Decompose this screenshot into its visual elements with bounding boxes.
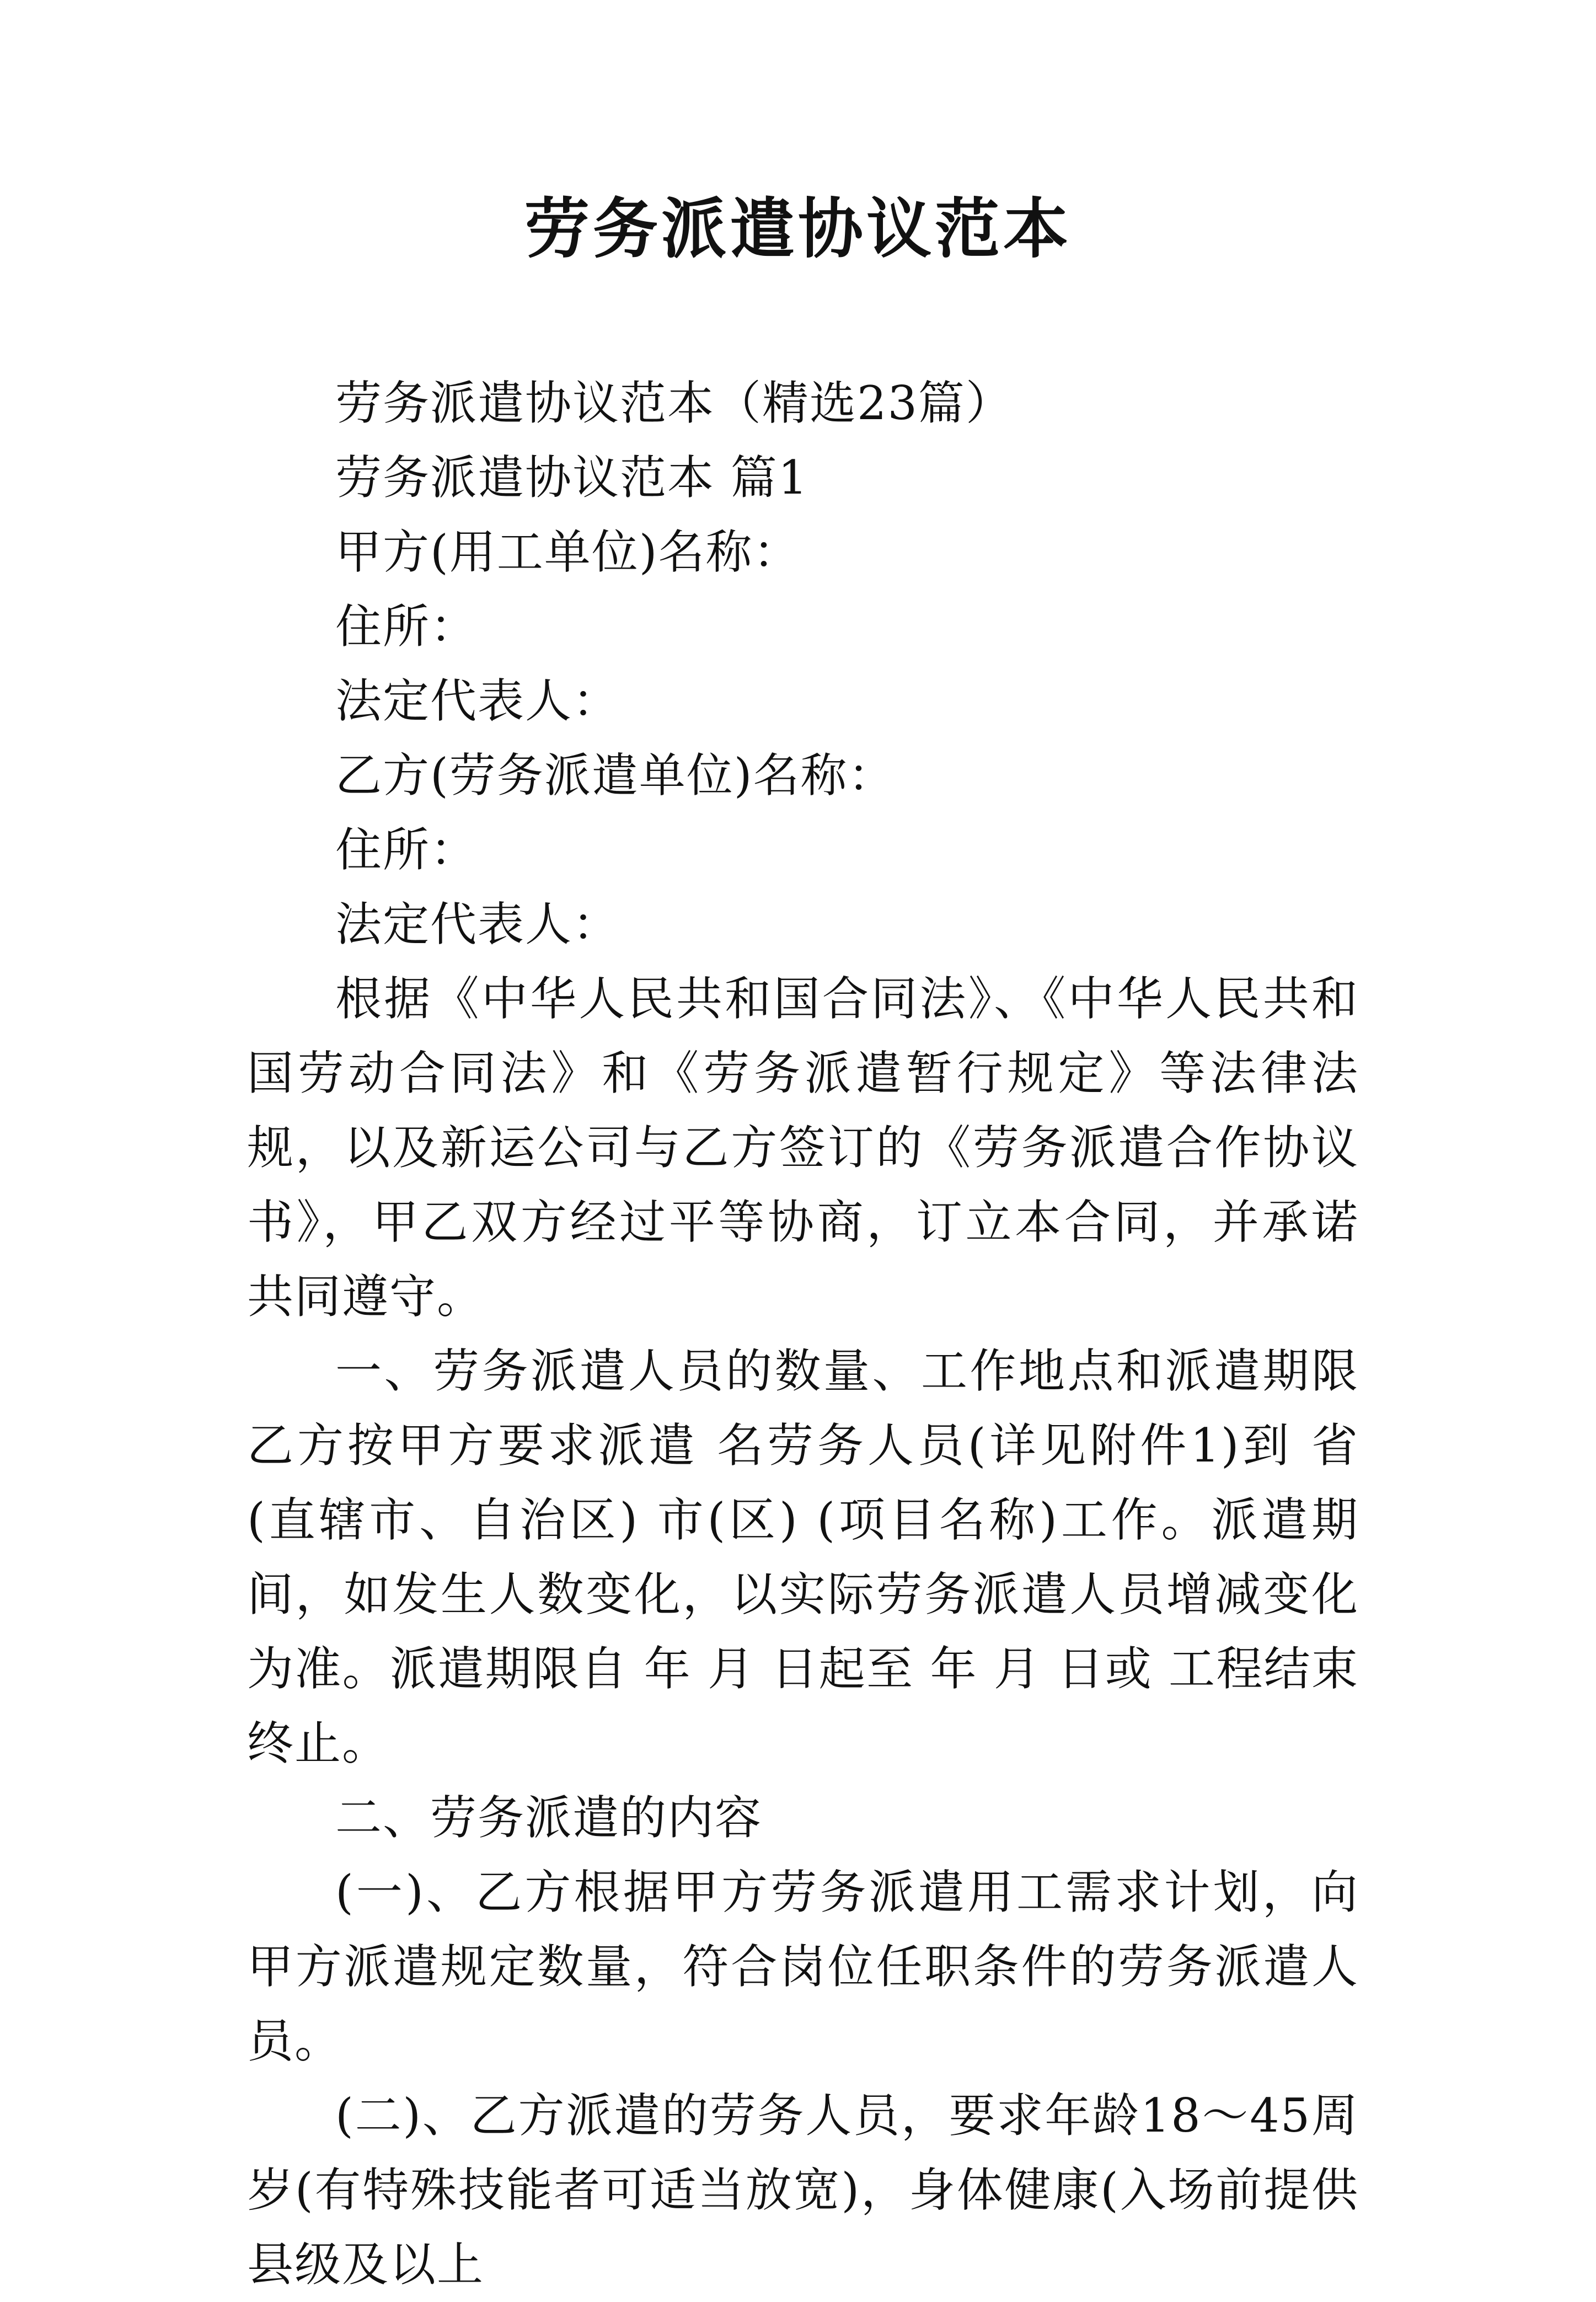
clause-two-item-two: (二)、乙方派遣的劳务人员，要求年龄18～45周岁(有特殊技能者可适当放宽)，身体健康(入场前提供县级及以上 — [247, 2089, 1359, 2292]
party-a-address-line: 住所： — [335, 599, 478, 654]
preamble-paragraph: 根据《中华人民共和国合同法》、《中华人民共和国劳动合同法》和《劳务派遣暂行规定》等法律法规，以及新运公司与乙方签订的《劳务派遣合作协议书》，甲乙双方经过平等协商，订立本合同，并承诺共同遵守。 — [247, 972, 1359, 1324]
party-a-representative-line: 法定代表人： — [335, 674, 620, 728]
party-b-name-line: 乙方(劳务派遣单位)名称： — [335, 748, 896, 802]
subtitle-paragraph: 劳务派遣协议范本（精选23篇） — [335, 376, 1013, 430]
party-b-address-line: 住所： — [335, 823, 478, 877]
party-b-representative-line: 法定代表人： — [335, 897, 620, 951]
section-heading: 劳务派遣协议范本 篇1 — [335, 451, 809, 505]
document-title: 劳务派遣协议范本 — [524, 190, 1072, 267]
document-body — [247, 366, 1359, 2302]
clause-one-paragraph: 一、劳务派遣人员的数量、工作地点和派遣期限乙方按甲方要求派遣 名劳务人员(详见附件1)到 省(直辖市、自治区) 市(区) (项目名称)工作。派遣期间，如发生人数变化，以实际劳务派遣人员增减变化为准。派遣期限自 年 月 日起至 年 月 日或 工程结束终止。 — [247, 1344, 1359, 1770]
clause-two-item-one: (一)、乙方根据甲方劳务派遣用工需求计划，向甲方派遣规定数量，符合岗位任职条件的劳务派遣人员。 — [247, 1865, 1359, 2068]
clause-two-heading: 二、劳务派遣的内容 — [335, 1791, 763, 1845]
party-a-name-line: 甲方(用工单位)名称： — [335, 525, 801, 579]
